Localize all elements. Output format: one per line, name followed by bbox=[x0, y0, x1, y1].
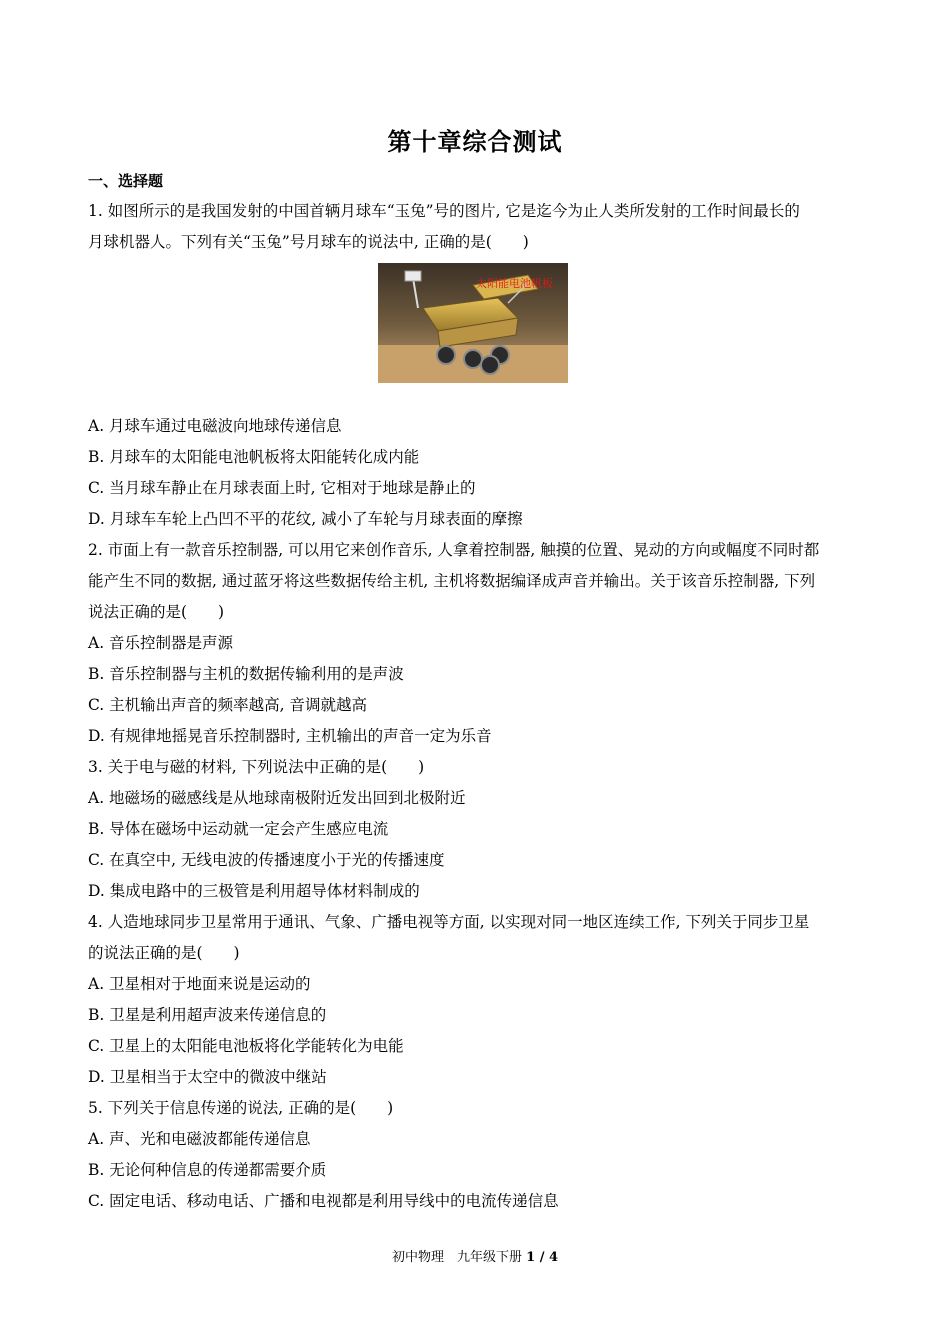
question-1-option-c: C. 当月球车静止在月球表面上时, 它相对于地球是静止的 bbox=[88, 479, 476, 497]
question-list bbox=[88, 196, 868, 1217]
question-2-option-c: C. 主机输出声音的频率越高, 音调就越高 bbox=[88, 696, 368, 714]
question-2-option-b: B. 音乐控制器与主机的数据传输利用的是声波 bbox=[88, 665, 404, 683]
question-5-option-c: C. 固定电话、移动电话、广播和电视都是利用导线中的电流传递信息 bbox=[88, 1192, 559, 1210]
question-4-option-b: B. 卫星是利用超声波来传递信息的 bbox=[88, 1006, 327, 1024]
question-5-option-a: A. 声、光和电磁波都能传递信息 bbox=[88, 1130, 311, 1148]
question-4-option-a: A. 卫星相对于地面来说是运动的 bbox=[88, 975, 311, 993]
question-4-stem-cont: 的说法正确的是( ) bbox=[88, 944, 240, 962]
page-title: 第十章综合测试 bbox=[387, 127, 563, 156]
question-5-stem: 5. 下列关于信息传递的说法, 正确的是( ) bbox=[88, 1099, 394, 1117]
question-3-option-b: B. 导体在磁场中运动就一定会产生感应电流 bbox=[88, 820, 389, 838]
figure-label: 太阳能电池帆板 bbox=[476, 277, 553, 290]
question-4-option-c: C. 卫星上的太阳能电池板将化学能转化为电能 bbox=[88, 1037, 404, 1055]
footer-label: 初中物理 九年级下册 bbox=[391, 1250, 522, 1265]
question-1-stem-cont: 月球机器人。下列有关“玉兔”号月球车的说法中, 正确的是( ) bbox=[88, 233, 529, 251]
question-1-option-a: A. 月球车通过电磁波向地球传递信息 bbox=[88, 417, 342, 435]
question-1-option-b: B. 月球车的太阳能电池帆板将太阳能转化成内能 bbox=[88, 448, 420, 466]
question-4-option-d: D. 卫星相当于太空中的微波中继站 bbox=[88, 1068, 327, 1086]
question-2-option-d: D. 有规律地摇晃音乐控制器时, 主机输出的声音一定为乐音 bbox=[88, 727, 492, 745]
question-2-stem-end: 说法正确的是( ) bbox=[88, 603, 225, 621]
question-4-stem: 4. 人造地球同步卫星常用于通讯、气象、广播电视等方面, 以实现对同一地区连续工作, 下列关于同步卫星 bbox=[88, 913, 810, 931]
question-2-stem: 2. 市面上有一款音乐控制器, 可以用它来创作音乐, 人拿着控制器, 触摸的位置、晃动的方向或幅度不同时都 bbox=[88, 541, 820, 559]
question-3-option-a: A. 地磁场的磁感线是从地球南极附近发出回到北极附近 bbox=[88, 789, 466, 807]
page-footer bbox=[0, 1246, 950, 1265]
question-2-stem-cont: 能产生不同的数据, 通过蓝牙将这些数据传给主机, 主机将数据编译成声音并输出。关于该音乐控制器, 下列 bbox=[88, 572, 816, 590]
question-1-option-d: D. 月球车车轮上凸凹不平的花纹, 减小了车轮与月球表面的摩擦 bbox=[88, 510, 523, 528]
section-heading: 一、选择题 bbox=[88, 172, 164, 190]
question-2-option-a: A. 音乐控制器是声源 bbox=[88, 634, 234, 652]
question-3-option-d: D. 集成电路中的三极管是利用超导体材料制成的 bbox=[88, 882, 420, 900]
page-number: 1 / 4 bbox=[526, 1250, 559, 1265]
question-5-option-b: B. 无论何种信息的传递都需要介质 bbox=[88, 1161, 327, 1179]
question-3-stem: 3. 关于电与磁的材料, 下列说法中正确的是( ) bbox=[88, 758, 425, 776]
question-1-stem: 1. 如图所示的是我国发射的中国首辆月球车“玉兔”号的图片, 它是迄今为止人类所发射的工作时间最长的 bbox=[88, 202, 800, 220]
figure-container bbox=[88, 258, 868, 411]
question-3-option-c: C. 在真空中, 无线电波的传播速度小于光的传播速度 bbox=[88, 851, 445, 869]
lunar-rover-image bbox=[378, 263, 568, 383]
